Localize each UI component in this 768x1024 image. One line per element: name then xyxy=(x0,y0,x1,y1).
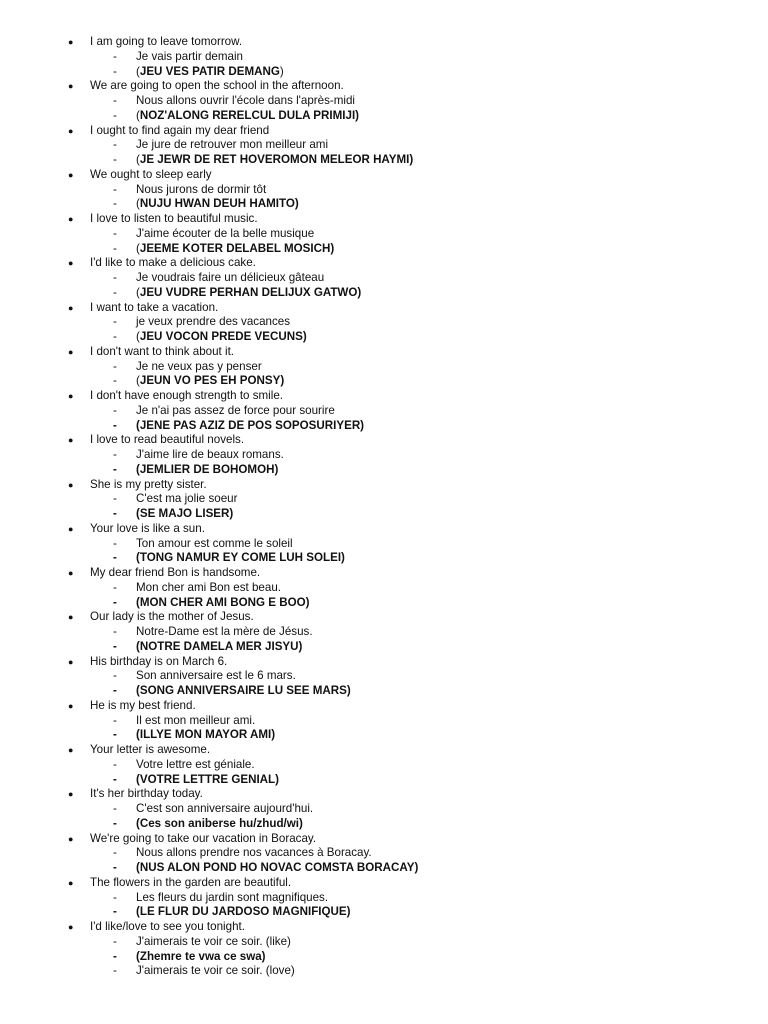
dash-icon: - xyxy=(113,153,117,166)
translation-subitem xyxy=(0,65,768,80)
english-sentence-item xyxy=(0,124,768,139)
translation-subitem xyxy=(0,891,768,906)
dash-icon: - xyxy=(113,905,117,919)
line-text: J'aime écouter de la belle musique xyxy=(136,226,315,240)
line-text: je veux prendre des vacances xyxy=(136,315,291,329)
dash-icon: - xyxy=(113,772,117,786)
translation-subitem xyxy=(0,950,768,965)
line-text: Je voudrais faire un délicieux gâteau xyxy=(136,271,325,284)
bullet-icon: ● xyxy=(68,214,74,224)
phonetic-transcription: (Zhemre te vwa ce swa) xyxy=(136,949,266,963)
phonetic-transcription: NUJU HWAN DEUH HAMITO) xyxy=(139,197,299,211)
translation-subitem xyxy=(0,669,768,684)
bullet-icon: ● xyxy=(68,169,74,180)
phonetic-transcription: (VOTRE LETTRE GENIAL) xyxy=(136,772,279,786)
translation-subitem xyxy=(0,802,768,817)
english-sentence-item xyxy=(0,787,768,802)
line-text: Son anniversaire est le 6 mars. xyxy=(136,669,296,683)
translation-subitem xyxy=(0,138,768,153)
dash-icon: - xyxy=(113,669,117,683)
dash-icon: - xyxy=(113,226,117,240)
line-text xyxy=(136,463,278,478)
bullet-icon: ● xyxy=(68,612,74,623)
line-text: (JEU VUDRE PERHAN DELIJUX GATWO) xyxy=(136,285,362,299)
translation-subitem xyxy=(0,153,768,168)
phonetic-transcription: (TONG NAMUR EY COME LUH SOLEI) xyxy=(136,551,345,565)
dash-icon: - xyxy=(113,580,117,594)
translation-subitem xyxy=(0,935,768,950)
english-sentence-item xyxy=(0,522,768,537)
line-text xyxy=(136,950,266,965)
line-text: J'aimerais te voir ce soir. (love) xyxy=(136,964,295,978)
line-text: I love to read beautiful novels. xyxy=(90,433,245,447)
line-text: Mon cher ami Bon est beau. xyxy=(136,580,282,594)
line-text: The flowers in the garden are beautiful. xyxy=(90,875,292,889)
translation-subitem xyxy=(0,728,768,743)
line-text: C'est ma jolie soeur xyxy=(136,492,238,506)
translation-subitem xyxy=(0,360,768,375)
dash-icon: - xyxy=(113,890,117,904)
line-text: (JE JEWR DE RET HOVEROMON MELEOR HAYMI) xyxy=(136,153,414,166)
translation-subitem xyxy=(0,50,768,65)
line-text: He is my best friend. xyxy=(90,698,196,712)
line-text: (JEU VES PATIR DEMANG) xyxy=(136,64,284,78)
line-text: My dear friend Bon is handsome. xyxy=(90,566,261,579)
english-sentence-item xyxy=(0,256,768,271)
phonetic-transcription: (MON CHER AMI BONG E BOO) xyxy=(136,595,310,609)
dash-icon: - xyxy=(113,94,117,107)
dash-icon: - xyxy=(113,315,117,329)
line-text xyxy=(136,419,364,434)
dash-icon: - xyxy=(113,403,117,417)
phonetic-transcription: (JEMLIER DE BOHOMOH) xyxy=(136,462,279,476)
bullet-icon: ● xyxy=(68,125,74,136)
translation-subitem xyxy=(0,227,768,242)
line-text: Notre-Dame est la mère de Jésus. xyxy=(136,625,313,638)
bullet-icon: ● xyxy=(68,479,74,490)
line-text: I don't want to think about it. xyxy=(90,344,235,358)
bullet-icon: ● xyxy=(68,789,74,800)
translation-subitem xyxy=(0,183,768,198)
line-text: Je vais partir demain xyxy=(136,49,243,63)
translation-subitem xyxy=(0,197,768,212)
line-text xyxy=(136,596,309,611)
english-sentence-item xyxy=(0,699,768,714)
dash-icon: - xyxy=(113,418,117,432)
dash-icon: - xyxy=(113,625,117,638)
translation-subitem xyxy=(0,758,768,773)
line-text xyxy=(136,773,279,788)
translation-subitem xyxy=(0,773,768,788)
bullet-icon: ● xyxy=(68,435,74,446)
english-sentence-item xyxy=(0,566,768,581)
phonetic-transcription: JEEME KOTER DELABEL MOSICH) xyxy=(139,241,335,255)
translation-subitem xyxy=(0,905,768,920)
bullet-icon: ● xyxy=(68,745,74,755)
translation-subitem xyxy=(0,625,768,640)
line-text: J'aimerais te voir ce soir. (like) xyxy=(136,934,291,948)
line-text: I ought to find again my dear friend xyxy=(90,123,270,137)
english-sentence-item xyxy=(0,79,768,94)
line-text: I'd like to make a delicious cake. xyxy=(90,256,256,270)
dash-icon: - xyxy=(113,595,117,609)
phonetic-transcription: NOZ'ALONG RERELCUL DULA PRIMIJI) xyxy=(139,108,360,122)
line-text: (JEU VOCON PREDE VECUNS) xyxy=(136,330,307,343)
line-text: (NUJU HWAN DEUH HAMITO) xyxy=(136,197,299,211)
english-sentence-item xyxy=(0,920,768,935)
dash-icon: - xyxy=(113,816,117,830)
translation-subitem xyxy=(0,714,768,729)
dash-icon: - xyxy=(113,934,117,948)
dash-icon: - xyxy=(113,802,117,815)
dash-icon: - xyxy=(113,492,117,506)
english-sentence-item xyxy=(0,35,768,50)
bullet-icon: ● xyxy=(68,568,74,578)
translation-subitem xyxy=(0,330,768,345)
phonetic-transcription: (SE MAJO LISER) xyxy=(136,507,234,520)
phonetic-transcription: JE JEWR DE RET HOVEROMON MELEOR HAYMI) xyxy=(139,153,414,166)
translation-subitem xyxy=(0,581,768,596)
dash-icon: - xyxy=(113,197,117,211)
translation-subitem xyxy=(0,94,768,109)
translation-subitem xyxy=(0,419,768,434)
translation-subitem xyxy=(0,448,768,463)
dash-icon: - xyxy=(113,713,117,727)
dash-icon: - xyxy=(113,728,117,742)
dash-icon: - xyxy=(113,64,117,78)
translation-subitem xyxy=(0,537,768,552)
line-text: We ought to sleep early xyxy=(90,167,212,181)
dash-icon: - xyxy=(113,684,117,697)
translation-subitem xyxy=(0,551,768,566)
translation-subitem xyxy=(0,964,768,979)
bullet-icon: ● xyxy=(68,523,74,534)
dash-icon: - xyxy=(113,330,117,343)
dash-icon: - xyxy=(113,182,117,196)
line-text: I'd like/love to see you tonight. xyxy=(90,920,245,933)
line-text: Your love is like a sun. xyxy=(90,521,205,535)
phonetic-transcription: JEUN VO PES EH PONSY) xyxy=(139,374,285,388)
line-text: (JEEME KOTER DELABEL MOSICH) xyxy=(136,241,335,255)
line-text xyxy=(136,684,351,699)
line-text: She is my pretty sister. xyxy=(90,477,207,491)
line-text: Votre lettre est géniale. xyxy=(136,757,255,771)
line-text xyxy=(136,905,350,920)
bullet-icon: ● xyxy=(68,922,74,932)
dash-icon: - xyxy=(113,536,117,550)
line-text xyxy=(136,551,345,566)
english-sentence-item xyxy=(0,655,768,670)
phonetic-transcription: (NOTRE DAMELA MER JISYU) xyxy=(136,639,303,653)
translation-subitem xyxy=(0,861,768,876)
line-text: It's her birthday today. xyxy=(90,787,203,801)
english-sentence-item xyxy=(0,743,768,758)
english-sentence-item xyxy=(0,301,768,316)
translation-subitem xyxy=(0,684,768,699)
phonetic-transcription: (Ces son aniberse hu/zhud/wi) xyxy=(136,816,303,830)
line-text: Nous jurons de dormir tôt xyxy=(136,182,267,196)
translation-subitem xyxy=(0,507,768,522)
dash-icon: - xyxy=(113,949,117,963)
translation-subitem xyxy=(0,492,768,507)
translation-subitem xyxy=(0,846,768,861)
line-text: Your letter is awesome. xyxy=(90,743,211,756)
line-text xyxy=(136,640,302,655)
english-sentence-item xyxy=(0,345,768,360)
translation-subitem xyxy=(0,640,768,655)
line-text xyxy=(136,861,418,876)
translation-subitem xyxy=(0,817,768,832)
line-text: Ton amour est comme le soleil xyxy=(136,536,293,550)
bullet-icon: ● xyxy=(68,700,74,711)
bullet-icon: ● xyxy=(68,833,74,844)
dash-icon: - xyxy=(113,639,117,653)
dash-icon: - xyxy=(113,551,117,565)
dash-icon: - xyxy=(113,757,117,771)
phonetic-transcription: (NUS ALON POND HO NOVAC COMSTA BORACAY) xyxy=(136,861,419,874)
bullet-icon: ● xyxy=(68,391,74,401)
line-text: I don't have enough strength to smile. xyxy=(90,389,283,402)
english-sentence-item xyxy=(0,610,768,625)
translation-subitem xyxy=(0,271,768,286)
line-text: Je ne veux pas y penser xyxy=(136,359,262,373)
document-page xyxy=(0,35,768,979)
english-sentence-item xyxy=(0,433,768,448)
line-text: We're going to take our vacation in Boracay. xyxy=(90,831,317,845)
line-text: (JEUN VO PES EH PONSY) xyxy=(136,374,285,388)
line-text: I am going to leave tomorrow. xyxy=(90,35,243,48)
english-sentence-item xyxy=(0,168,768,183)
line-text: Je n'ai pas assez de force pour sourire xyxy=(136,403,335,417)
line-text: Nous allons ouvrir l'école dans l'après-midi xyxy=(136,94,356,107)
english-sentence-item xyxy=(0,212,768,227)
phonetic-transcription: (LE FLUR DU JARDOSO MAGNIFIQUE) xyxy=(136,905,351,919)
dash-icon: - xyxy=(113,374,117,388)
dash-icon: - xyxy=(113,359,117,373)
bullet-icon: ● xyxy=(68,302,74,313)
english-sentence-item xyxy=(0,478,768,493)
line-text xyxy=(136,507,233,522)
line-text: His birthday is on March 6. xyxy=(90,654,228,668)
dash-icon: - xyxy=(113,448,117,461)
phonetic-transcription: (JENE PAS AZIZ DE POS SOPOSURIYER) xyxy=(136,418,365,432)
translation-subitem xyxy=(0,596,768,611)
line-text: Les fleurs du jardin sont magnifiques. xyxy=(136,890,329,904)
line-text: Our lady is the mother of Jesus. xyxy=(90,610,254,624)
dash-icon: - xyxy=(113,49,117,63)
line-text xyxy=(136,728,275,743)
line-text: J'aime lire de beaux romans. xyxy=(136,448,284,461)
line-text: Je jure de retrouver mon meilleur ami xyxy=(136,138,329,152)
dash-icon: - xyxy=(113,138,117,152)
bullet-icon: ● xyxy=(68,81,74,92)
dash-icon: - xyxy=(113,108,117,122)
line-text: Il est mon meilleur ami. xyxy=(136,713,256,727)
translation-subitem xyxy=(0,109,768,124)
translation-subitem xyxy=(0,404,768,419)
line-text: I want to take a vacation. xyxy=(90,300,219,314)
translation-subitem xyxy=(0,463,768,478)
dash-icon: - xyxy=(113,846,117,860)
translation-subitem xyxy=(0,286,768,301)
english-sentence-item xyxy=(0,389,768,404)
translation-subitem xyxy=(0,315,768,330)
dash-icon: - xyxy=(113,241,117,255)
bullet-icon: ● xyxy=(68,258,74,269)
phonetic-transcription: JEU VOCON PREDE VECUNS) xyxy=(139,330,307,343)
phonetic-transcription: (ILLYE MON MAYOR AMI) xyxy=(136,728,276,742)
line-text: Nous allons prendre nos vacances à Boracay. xyxy=(136,846,372,860)
bullet-icon: ● xyxy=(68,877,74,888)
line-text: I love to listen to beautiful music. xyxy=(90,212,258,225)
line-text: We are going to open the school in the afternoon. xyxy=(90,79,344,93)
dash-icon: - xyxy=(113,964,117,978)
bullet-icon: ● xyxy=(68,37,74,47)
line-text: C'est son anniversaire aujourd'hui. xyxy=(136,802,314,815)
dash-icon: - xyxy=(113,861,117,874)
english-sentence-item xyxy=(0,876,768,891)
bullet-icon: ● xyxy=(68,656,74,667)
english-sentence-item xyxy=(0,832,768,847)
phonetic-transcription: JEU VES PATIR DEMANG xyxy=(139,64,280,78)
phonetic-transcription: (SONG ANNIVERSAIRE LU SEE MARS) xyxy=(136,684,351,697)
phonetic-transcription: JEU VUDRE PERHAN DELIJUX GATWO) xyxy=(139,285,362,299)
translation-subitem xyxy=(0,242,768,257)
dash-icon: - xyxy=(113,462,117,476)
dash-icon: - xyxy=(113,285,117,299)
dash-icon: - xyxy=(113,271,117,284)
line-text: (NOZ'ALONG RERELCUL DULA PRIMIJI) xyxy=(136,108,360,122)
line-text xyxy=(136,817,303,832)
bullet-icon: ● xyxy=(68,346,74,357)
dash-icon: - xyxy=(113,507,117,520)
translation-subitem xyxy=(0,374,768,389)
